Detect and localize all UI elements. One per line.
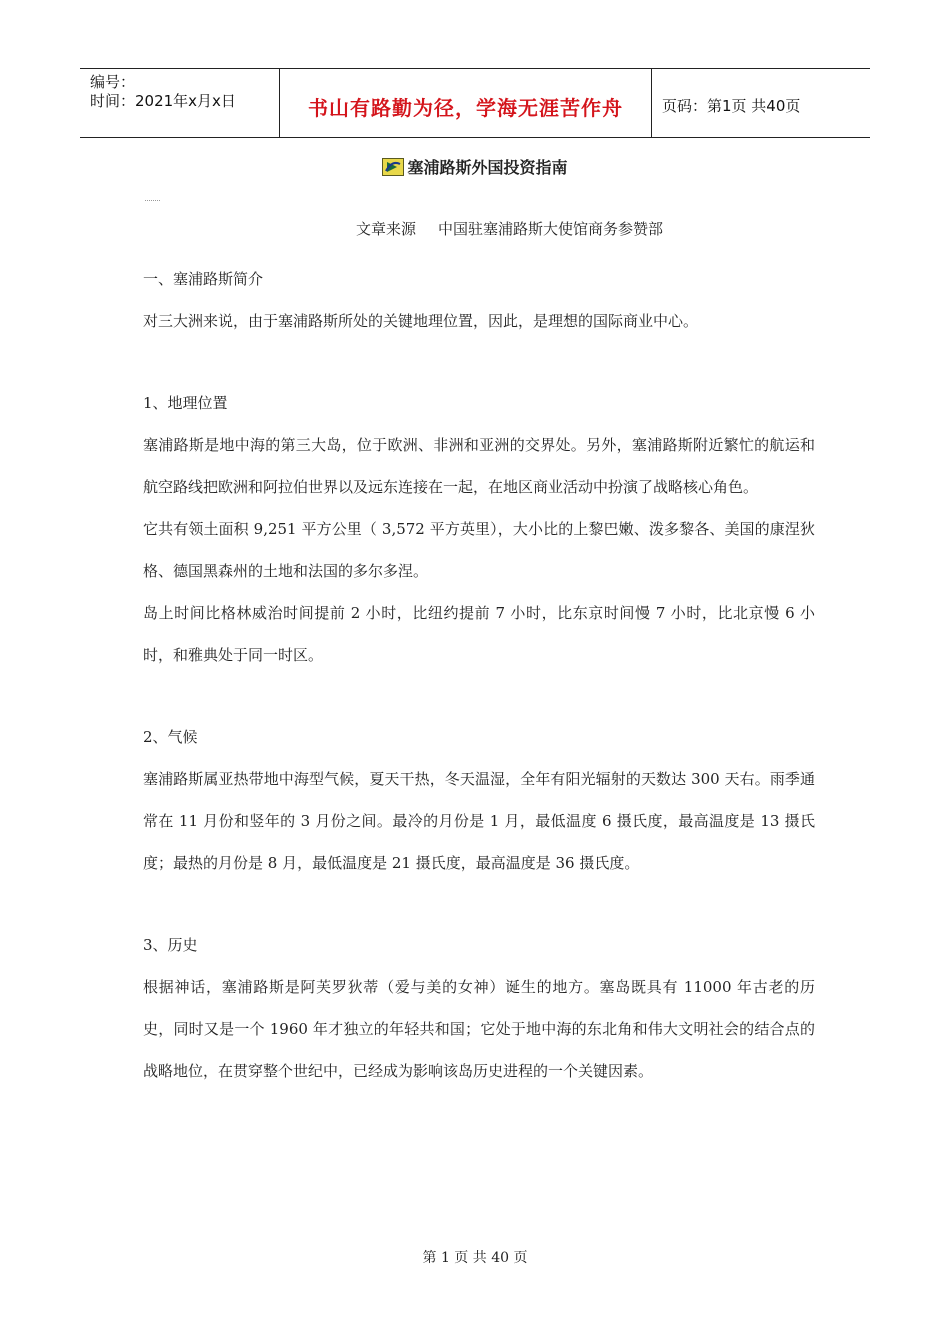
- geo-paragraph-2: 它共有领土面积 9,251 平方公里（ 3,572 平方英里），大小比的上黎巴嫩、泼多黎各、美国的康涅狄格、德国黑森州的土地和法国的多尔多涅。: [143, 520, 815, 580]
- history-heading: 3、历史: [143, 936, 198, 954]
- document-body: [143, 258, 815, 1092]
- source-line: [356, 218, 663, 239]
- header-meta: [80, 69, 280, 137]
- geo-paragraph-1: 塞浦路斯是地中海的第三大岛，位于欧洲、非洲和亚洲的交界处。另外，塞浦路斯附近繁忙的航运和航空路线把欧洲和阿拉伯世界以及远东连接在一起，在地区商业活动中扮演了战略核心角色。: [143, 436, 815, 496]
- header-page-info: 页码：第1页 共40页: [662, 96, 801, 115]
- page-footer: 第 1 页 共 40 页: [422, 1250, 528, 1266]
- geo-paragraph-3: 岛上时间比格林威治时间提前 2 小时，比纽约提前 7 小时，比东京时间慢 7 小时，比北京慢 6 小时，和雅典处于同一时区。: [143, 604, 815, 664]
- document-title: 塞浦路斯外国投资指南: [407, 158, 568, 177]
- divider: [145, 200, 160, 202]
- intro-heading: 一、塞浦路斯简介: [143, 270, 264, 288]
- time-label: 时间：2021年x月x日: [90, 92, 236, 110]
- climate-heading: 2、气候: [143, 728, 198, 746]
- climate-paragraph: 塞浦路斯属亚热带地中海型气候，夏天干热，冬天温湿，全年有阳光辐射的天数达 300 天右。雨季通常在 11 月份和竖年的 3 月份之间。最冷的月份是 1 月，最低温度 6 摄氏度，最高温度是 13 摄氏度；最热的月份是 8 月，最低温度是 21 摄氏度，最高温度是 36 摄氏度。: [143, 770, 815, 872]
- history-paragraph: 根据神话，塞浦路斯是阿芙罗狄蒂（爱与美的女神）诞生的地方。塞岛既具有 11000 年古老的历史，同时又是一个 1960 年才独立的年轻共和国；它处于地中海的东北角和伟大文明社会的结合点的战略地位，在贯穿整个世纪中，已经成为影响该岛历史进程的一个关键因素。: [143, 978, 815, 1080]
- intro-paragraph: 对三大洲来说，由于塞浦路斯所处的关键地理位置，因此，是理想的国际商业中心。: [143, 312, 699, 330]
- geo-heading: 1、地理位置: [143, 394, 228, 412]
- document-title-row: [0, 155, 950, 178]
- source-org: 中国驻塞浦路斯大使馆商务参赞部: [438, 220, 664, 238]
- header-motto: 书山有路勤为径，学海无涯苦作舟: [280, 69, 652, 137]
- document-icon: [382, 158, 404, 176]
- page-header: [80, 68, 870, 138]
- number-label: 编号：: [90, 73, 136, 91]
- source-label: 文章来源: [356, 220, 417, 238]
